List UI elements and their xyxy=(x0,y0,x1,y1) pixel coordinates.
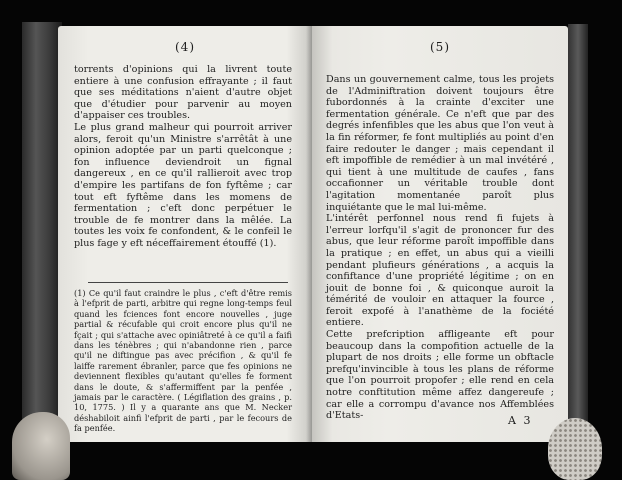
right-page-body-text: Dans un gouvernement calme, tous les projets de l'Adminiftration doivent toujours être fubordonnés à la crainte d'exciter une fermentation générale. Ce n'eft que par des degrés infenfibles que les abus que l'on veut à la fin réformer, fe font multipliés au point d'en faire redouter le danger ; mais cependant il eft impoffible de remédier à un mal invétéré , qui tient à une multitude de caufes , fans occafionner un véritable trouble dont l'agitation momentanée paroît plus inquiétante que le mal lui-même. L'intérêt perfonnel nous rend fi fujets à l'erreur lorfqu'il s'agit de prononcer fur des abus, que leur réforme paroît impoffible dans la pratique ; en effet, un abus qui a vieilli pendant plufieurs générations , a acquis la confiftance d'une propriété légitime ; on en jouit de bonne foi , & quiconque auroit la témérité de vouloir en attaquer la fource , feroit expofé à l'anathème de la fociété entiere. Cette prefcription affligeante eft pour beaucoup dans la compofition actuelle de la plupart de nos droits ; elle forme un obftacle prefqu'invincible à tous les plans de réforme que l'on pourroit propofer ; elle rend en cela notre conftitution même affez dangereufe ; car elle a corrompu d'avance nos Affemblées d'Etats- xyxy=(326,74,554,422)
footnote-rule xyxy=(88,282,288,283)
right-page xyxy=(312,26,568,442)
book-cover-right-edge xyxy=(568,24,588,442)
holding-thumb xyxy=(12,412,70,480)
book-cover-left-edge xyxy=(22,22,62,442)
right-page-number: (5) xyxy=(430,40,450,54)
printer-signature-mark: A 3 xyxy=(508,414,533,427)
left-page xyxy=(58,26,312,442)
left-page-number: (4) xyxy=(175,40,195,54)
left-page-footnote: (1) Ce qu'il faut craindre le plus , c'eft d'être remis à l'efprit de parti, arbitre qui regne long-temps feul quand les fciences font encore nouvelles , juge partial & récufable qui croit encore plus qu'il ne fçait ; qui s'attache avec opiniâtreté à ce qu'il a faifi dans les ténèbres ; qui n'abandonne rien , parce qu'il ne diftingue pas avec précifion , & qu'il fe laiffe rarement ébranler, parce que fes opinions ne deviennent flexibles qu'autant qu'elles fe forment dans le doute, & s'affermiffent par la penfée , jamais par le caractère. ( Légiflation des grains , p. 10, 1775. ) Il y a quarante ans que M. Necker déshabiloit ainfi l'efprit de parti , par le fecours de fa penfée. xyxy=(74,288,292,434)
left-page-body-text: torrents d'opinions qui la livrent toute entiere à une confusion effrayante ; il faut que ses méditations n'aient d'autre objet que d'étudier pour parvenir au moyen d'appaiser ces troubles. Le plus grand malheur qui pourroit arriver alors, feroit qu'un Ministre s'arrêtât à une opinion adoptée par un parti quelconque ; fon influence deviendroit un fignal dangereux , en ce qu'il rallieroit avec trop d'empire les partifans de fon fyftême ; car tout eft fyftême dans les momens de fermentation ; c'eft donc perpétuer le trouble de fe montrer dans la mêlée. La toutes les voix fe confondent, & le confeil le plus fage y eft néceffairement étouffé (1). xyxy=(74,64,292,249)
rubber-thimble xyxy=(548,418,602,480)
